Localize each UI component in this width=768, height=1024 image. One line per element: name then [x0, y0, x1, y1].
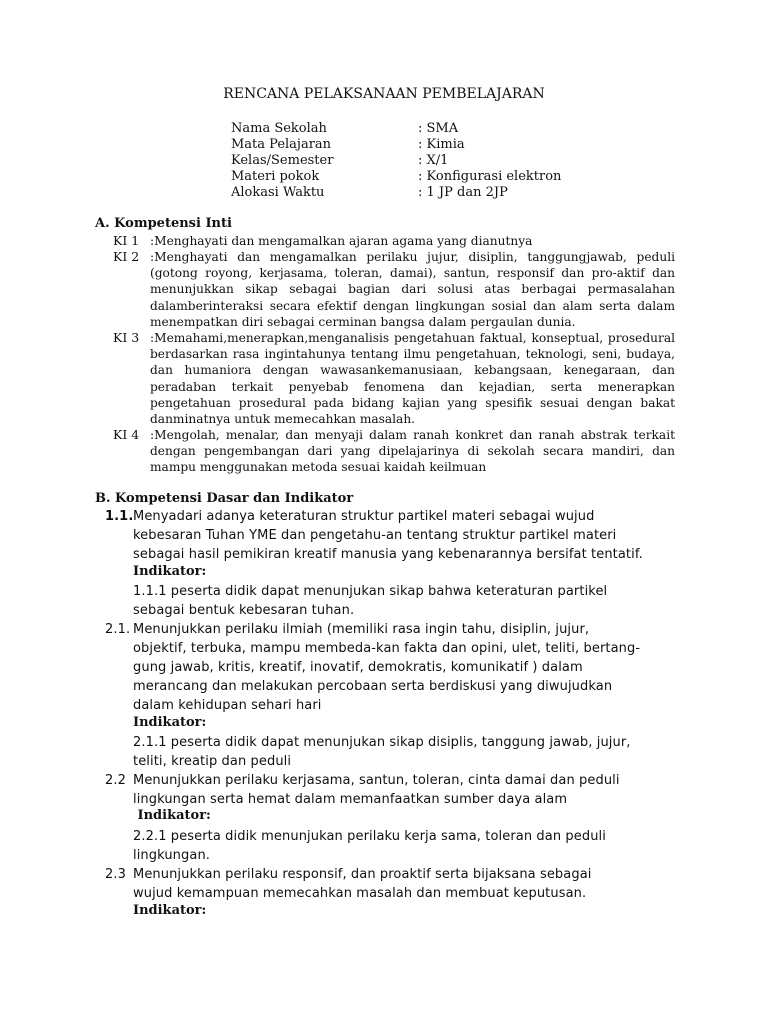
identity-value: : 1 JP dan 2JP — [418, 185, 508, 200]
indicator-line: 2.1.1 peserta didik dapat menunjukan sikap disiplis, tanggung jawab, jujur, — [133, 735, 631, 750]
kd-number: 2.1. — [105, 622, 131, 637]
indicator-line: teliti, kreatip dan peduli — [133, 754, 292, 769]
kd-line: Menunjukkan perilaku responsif, dan proaktif serta bijaksana sebagai — [133, 867, 592, 882]
indikator-label: Indikator: — [133, 808, 211, 823]
identity-label: Materi pokok — [231, 169, 320, 184]
kd-number: 2.3 — [105, 867, 126, 882]
indikator-label: Indikator: — [133, 715, 207, 730]
indikator-label: Indikator: — [133, 564, 207, 579]
kd-line: Menyadari adanya keteraturan struktur partikel materi sebagai wujud — [133, 509, 595, 524]
ki-text: :Mengolah, menalar, dan menyaji dalam ranah konkret dan ranah abstrak terkait dengan pengembangan dari yang dipelajarinya di sekolah secara mandiri, dan mampu menggunakan metoda sesuai kaidah keilmuan — [150, 428, 675, 475]
kd-line: Menunjukkan perilaku ilmiah (memiliki rasa ingin tahu, disiplin, jujur, — [133, 622, 590, 637]
kd-line: gung jawab, kritis, kreatif, inovatif, demokratis, komunikatif ) dalam — [133, 660, 583, 675]
ki-text: :Menghayati dan mengamalkan perilaku jujur, disiplin, tanggungjawab, peduli (gotong royong, kerjasama, toleran, damai), santun, responsif dan pro-aktif dan menunjukkan sikap sebagai bagian dari solusi atas berbagai permasalahan dalamberinteraksi secara efektif dengan lingkungan sosial dan alam serta dalam menempatkan diri sebagai cerminan bangsa dalam pergaulan dunia. — [150, 250, 675, 329]
indicator-line: sebagai bentuk kebesaran tuhan. — [133, 603, 355, 618]
indikator-label: Indikator: — [133, 903, 207, 918]
document-title: RENCANA PELAKSANAAN PEMBELAJARAN — [223, 86, 545, 102]
identity-value: : Kimia — [418, 137, 465, 152]
ki-label: KI 1 — [113, 233, 140, 248]
ki-text: :Memahami,menerapkan,menganalisis pengetahuan faktual, konseptual, prosedural berdasarkan rasa ingintahunya tentang ilmu pengetahuan, teknologi, seni, budaya, dan humaniora dengan wawasankemanusiaan, kebangsaan, kenegaraan, dan peradaban terkait penyebab fenomena dan kejadian, serta menerapkan pengetahuan prosedural pada bidang kajian yang spesifik sesuai dengan bakat danminatnya untuk memecahkan masalah. — [150, 331, 675, 427]
identity-label: Mata Pelajaran — [231, 137, 332, 152]
section-b-heading: B. Kompetensi Dasar dan Indikator — [95, 491, 354, 506]
identity-value: : Konfigurasi elektron — [418, 169, 562, 184]
indicator-line: 2.2.1 peserta didik menunjukan perilaku kerja sama, toleran dan peduli — [133, 829, 606, 844]
identity-label: Nama Sekolah — [231, 121, 327, 136]
identity-label: Kelas/Semester — [231, 153, 334, 168]
kd-line: sebagai hasil pemikiran kreatif manusia yang kebenarannya bersifat tentatif. — [133, 547, 643, 562]
kd-line: Menunjukkan perilaku kerjasama, santun, toleran, cinta damai dan peduli — [133, 773, 620, 788]
indicator-line: 1.1.1 peserta didik dapat menunjukan sikap bahwa keteraturan partikel — [133, 584, 608, 599]
identity-value: : X/1 — [418, 153, 449, 168]
kd-line: merancang dan melakukan percobaan serta berdiskusi yang diwujudkan — [133, 679, 613, 694]
indicator-line: lingkungan. — [133, 848, 211, 863]
ki-text: :Menghayati dan mengamalkan ajaran agama yang dianutnya — [150, 234, 533, 248]
identity-value: : SMA — [418, 121, 459, 136]
ki-label: KI 3 — [113, 330, 140, 345]
kd-line: lingkungan serta hemat dalam memanfaatkan sumber daya alam — [133, 792, 568, 807]
ki-label: KI 2 — [113, 249, 140, 264]
kd-line: wujud kemampuan memecahkan masalah dan membuat keputusan. — [133, 886, 587, 901]
section-a-heading: A. Kompetensi Inti — [95, 216, 232, 231]
kd-line: dalam kehidupan sehari hari — [133, 698, 322, 713]
kd-line: objektif, terbuka, mampu membeda-kan fakta dan opini, ulet, teliti, bertang- — [133, 641, 641, 656]
kd-number: 1.1. — [105, 509, 134, 524]
ki-label: KI 4 — [113, 427, 140, 442]
kd-line: kebesaran Tuhan YME dan pengetahu-an tentang struktur partikel materi — [133, 528, 617, 543]
identity-label: Alokasi Waktu — [231, 185, 325, 200]
kd-number: 2.2 — [105, 773, 126, 788]
